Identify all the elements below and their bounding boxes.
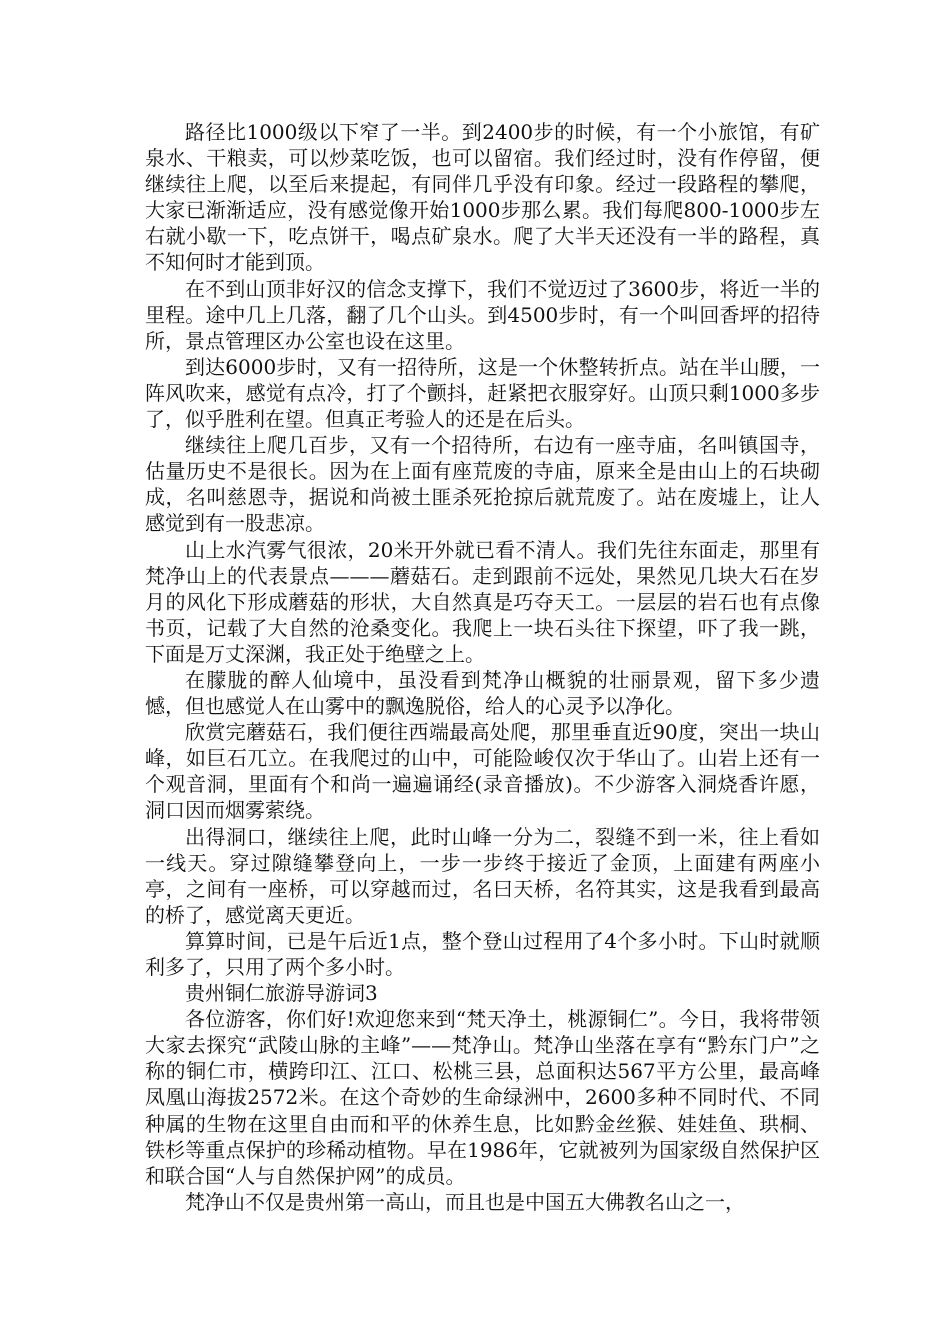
paragraph-guanyin-cave: 欣赏完蘑菇石，我们便往西端最高处爬，那里垂直近90度，突出一块山峰，如巨石兀立。在我爬过的山中，可能险峻仅次于华山了。山岩上还有一个观音洞，里面有个和尚一遍遍诵经(录音播放)。不少游客入洞烧香许愿，洞口因而烟雾萦绕。	[145, 720, 820, 823]
paragraph-time-summary: 算算时间，已是午后近1点，整个登山过程用了4个多小时。下山时就顺利多了，只用了两个多小时。	[145, 928, 820, 979]
section-heading: 贵州铜仁旅游导游词3	[185, 981, 378, 1006]
paragraph-mushroom-rock: 山上水汽雾气很浓，20米开外就已看不清人。我们先往东面走，那里有梵净山上的代表景点———蘑菇石。走到跟前不远处，果然见几块大石在岁月的风化下形成蘑菇的形状，大自然真是巧夺天工。一层层的岩石也有点像书页，记载了大自然的沧桑变化。我爬上一块石头往下探望，吓了我一跳，下面是万丈深渊，我正处于绝壁之上。	[145, 537, 820, 666]
paragraph-misty-scenery: 在朦胧的醉人仙境中，虽没看到梵净山概貌的壮丽景观，留下多少遗憾，但也感觉人在山雾中的飘逸脱俗，给人的心灵予以净化。	[145, 667, 820, 719]
paragraph-zhenguo-temple: 继续往上爬几百步，又有一个招待所，右边有一座寺庙，名叫镇国寺，估量历史不是很长。因为在上面有座荒废的寺庙，原来全是由山上的石块砌成，名叫慈恩寺，据说和尚被土匪杀死抢掠后就荒废了。站在废墟上，让人感觉到有一股悲凉。	[145, 433, 820, 536]
paragraph-stairs: 路径比1000级以下窄了一半。到2400步的时候，有一个小旅馆，有矿泉水、干粮卖，可以炒菜吃饭，也可以留宿。我们经过时，没有作停留，便继续往上爬，以至后来提起，有同伴几乎没有印象。经过一段路程的攀爬，大家已渐渐适应，没有感觉像开始1000步那么累。我们每爬800-1000步左右就小歇一下，吃点饼干，喝点矿泉水。爬了大半天还没有一半的路程，真不知何时才能到顶。	[145, 120, 820, 275]
paragraph-3600-steps: 在不到山顶非好汉的信念支撑下，我们不觉迈过了3600步，将近一半的里程。途中几上几落，翻了几个山头。到4500步时，有一个叫回香坪的招待所，景点管理区办公室也设在这里。	[145, 276, 820, 353]
paragraph-6000-steps: 到达6000步时，又有一招待所，这是一个休整转折点。站在半山腰，一阵风吹来，感觉有点冷，打了个颤抖，赶紧把衣服穿好。山顶只剩1000多步了，似乎胜利在望。但真正考验人的还是在后头。	[145, 354, 820, 432]
paragraph-fanjingshan: 梵净山不仅是贵州第一高山，而且也是中国五大佛教名山之一，	[185, 1189, 745, 1214]
paragraph-welcome: 各位游客，你们好!欢迎您来到“梵天净土，桃源铜仁”。今日，我将带领大家去探究“武陵山脉的主峰”——梵净山。梵净山坐落在享有“黔东门户”之称的铜仁市，横跨印江、江口、松桃三县，总面积达567平方公里，最高峰凤凰山海拔2572米。在这个奇妙的生命绿洲中，2600多种不同时代、不同种属的生物在这里自由而和平的休养生息，比如黔金丝猴、娃娃鱼、珙桐、铁杉等重点保护的珍稀动植物。早在1986年，它就被列为国家级自然保护区和联合国“人与自然保护网”的成员。	[145, 1007, 820, 1188]
document-body	[145, 119, 820, 1215]
paragraph-golden-summit: 出得洞口，继续往上爬，此时山峰一分为二，裂缝不到一米，往上看如一线天。穿过隙缝攀登向上，一步一步终于接近了金顶，上面建有两座小亭，之间有一座桥，可以穿越而过，名曰天桥，名符其实，这是我看到最高的桥了，感觉离天更近。	[145, 824, 820, 927]
